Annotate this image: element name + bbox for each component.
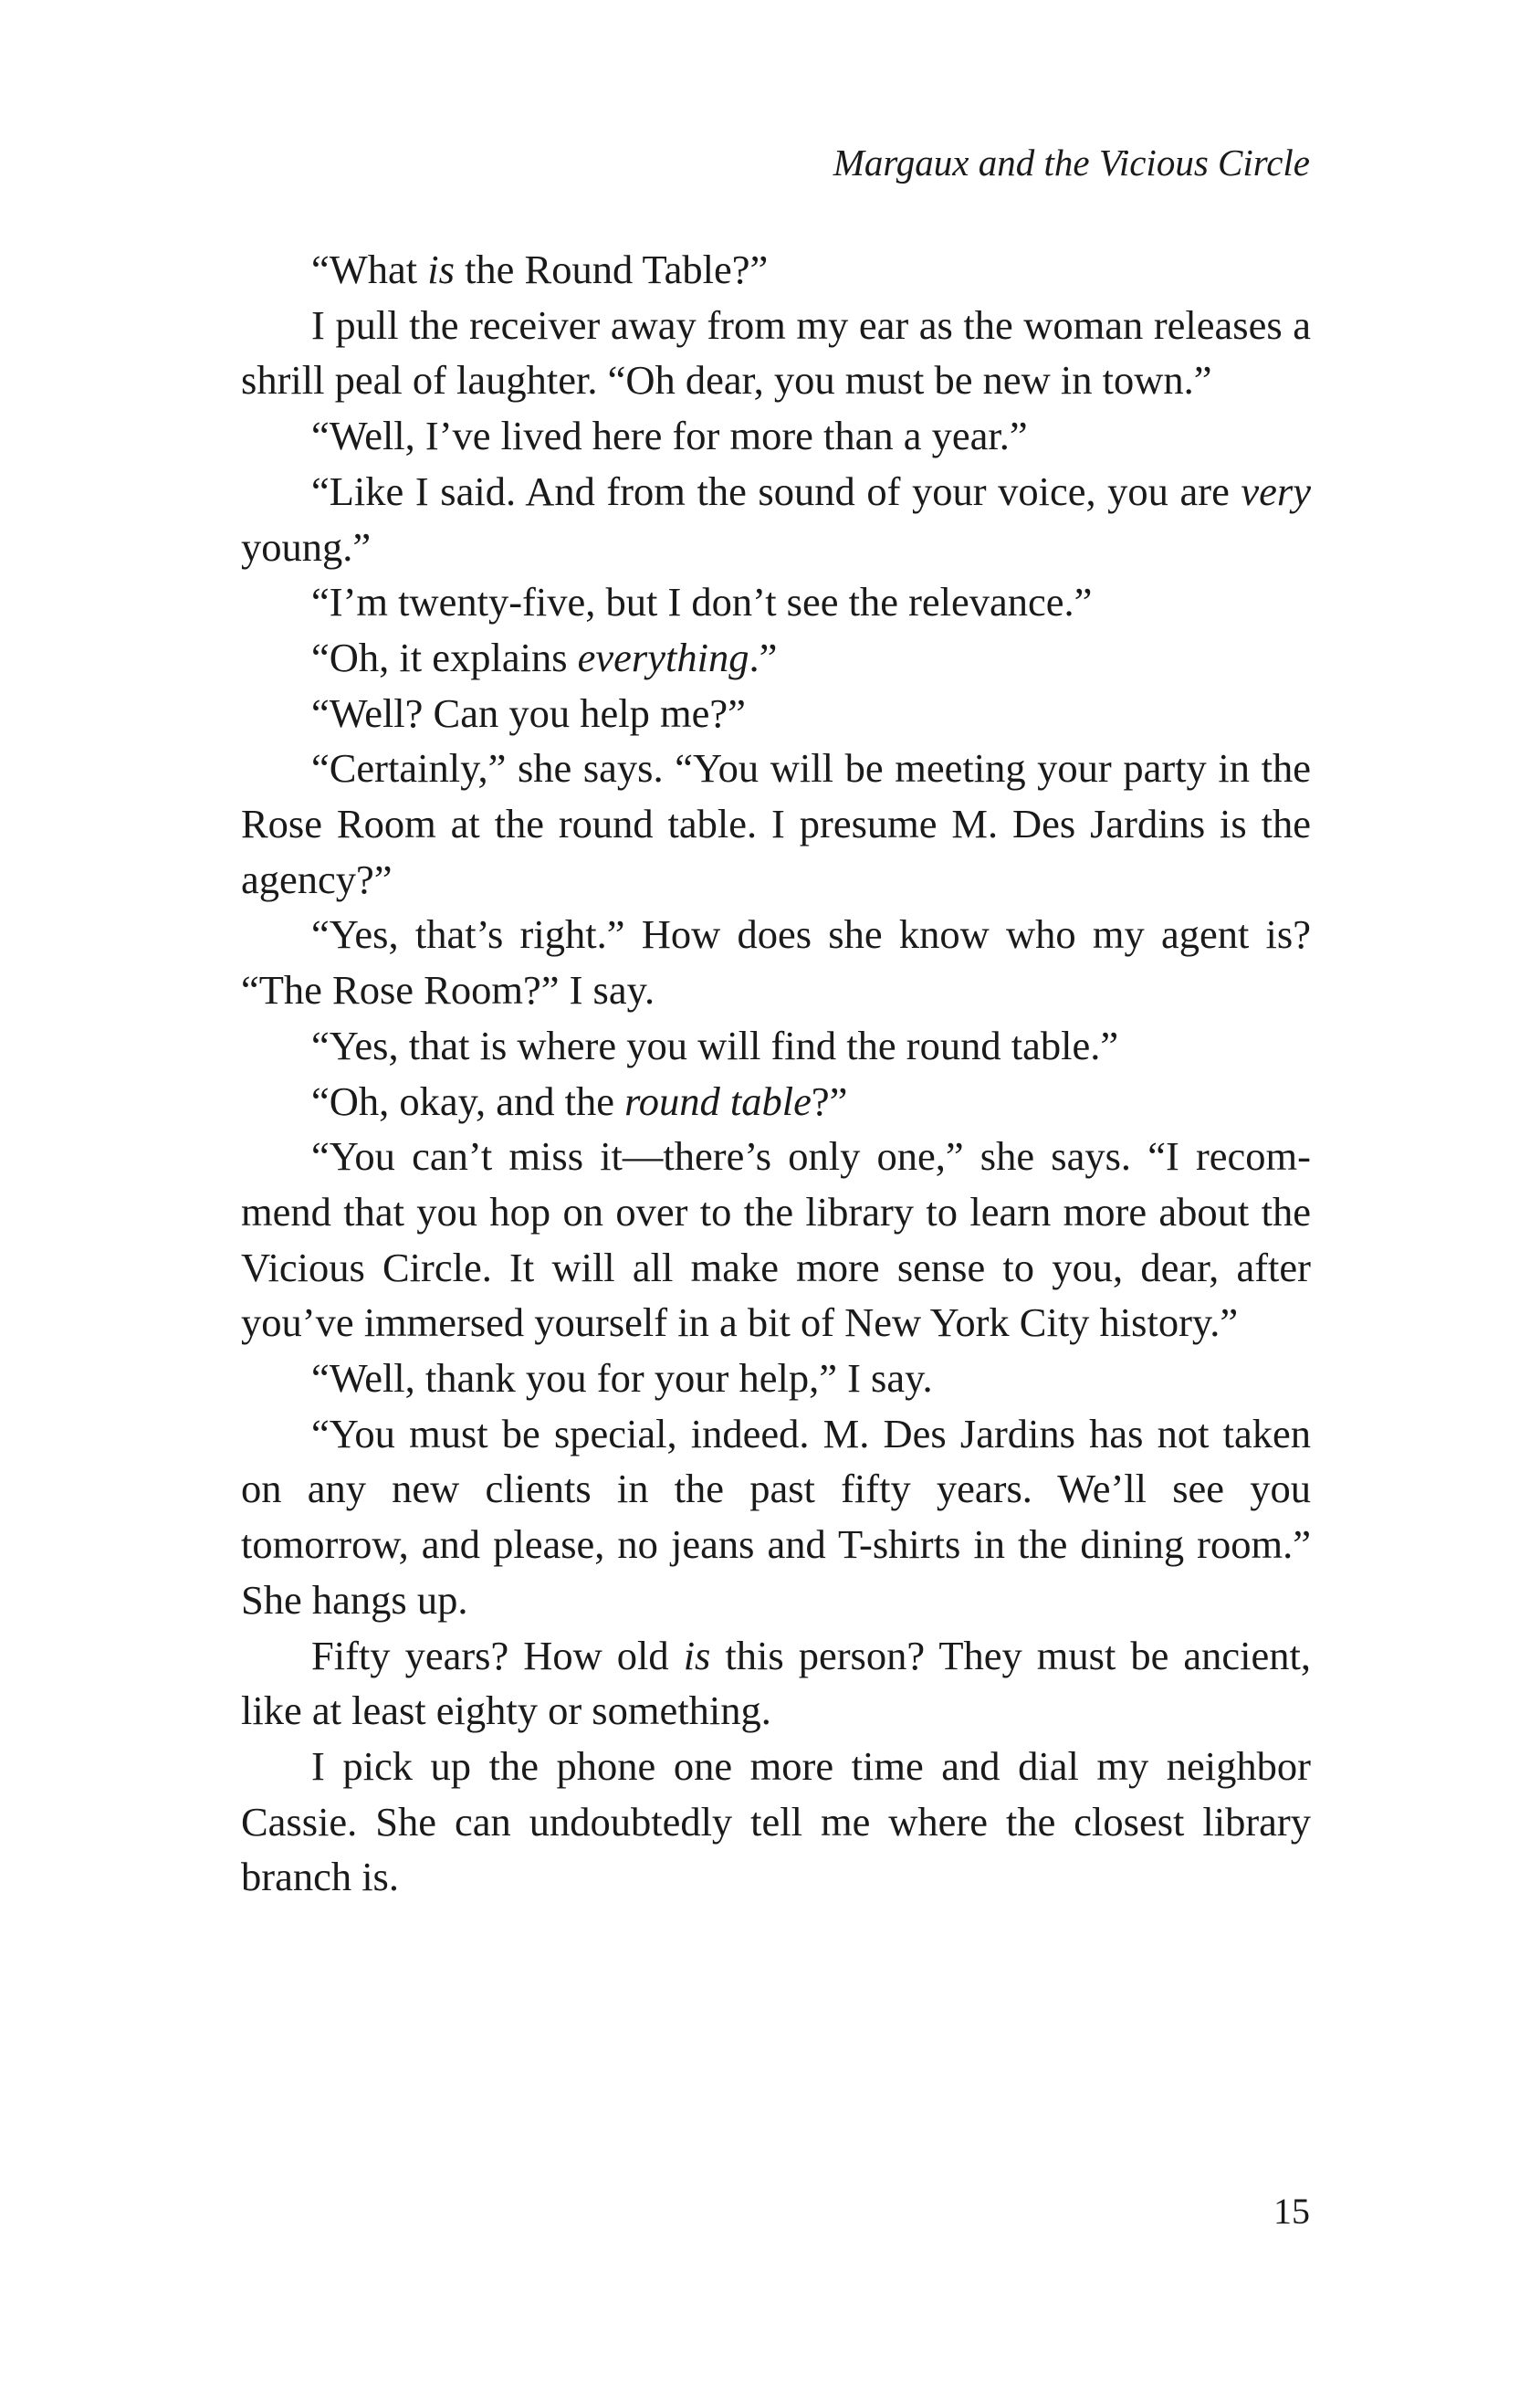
body-paragraph: [241, 1351, 1311, 1406]
body-paragraph: [241, 298, 1311, 408]
text-run: the Round Table?”: [454, 247, 769, 292]
text-run: “Like I said. And from the sound of your voice, you are: [311, 468, 1241, 514]
italic-text: everything: [577, 634, 749, 680]
body-text: [241, 242, 1311, 1905]
body-paragraph: [241, 1628, 1311, 1739]
body-paragraph: [241, 1074, 1311, 1130]
running-head-title: Margaux and the Vicious Circle: [833, 142, 1310, 184]
text-run: I pull the receiver away from my ear as the woman releases a shrill peal of laughter. “Oh dear, you must be new in town.”: [241, 301, 1311, 404]
text-run: “Certainly,” she says. “You will be meeting your party in the Rose Room at the round table. I presume M. Des Jardins is the agency?”: [241, 745, 1311, 902]
italic-text: is: [427, 247, 455, 292]
body-paragraph: [241, 741, 1311, 907]
text-run: “Well? Can you help me?”: [311, 689, 746, 736]
italic-text: round table: [624, 1078, 812, 1124]
text-run: “What: [311, 247, 428, 292]
text-run: this person? They must be ancient, like at least eighty or something.: [241, 1632, 1311, 1734]
body-paragraph: [241, 630, 1311, 686]
text-run: “Oh, it explains: [311, 634, 578, 680]
body-paragraph: [241, 1739, 1311, 1905]
body-paragraph: [241, 907, 1311, 1017]
body-paragraph: [241, 686, 1311, 741]
text-run: “You must be special, indeed. M. Des Jardins has not taken on any new clients in the past fifty years. We’ll see you tomorrow, and please, no jeans and T-shirts in the dining room.” She hangs up.: [241, 1410, 1311, 1623]
text-run: ?”: [811, 1078, 848, 1124]
page-number: 15: [1273, 2191, 1310, 2232]
body-paragraph: [241, 1129, 1311, 1351]
text-run: Fifty years? How old: [311, 1632, 684, 1678]
text-run: “Yes, that is where you will find the round table.”: [311, 1022, 1119, 1068]
italic-text: very: [1241, 468, 1311, 514]
italic-text: is: [683, 1632, 711, 1678]
text-run: young.”: [241, 523, 372, 570]
body-paragraph: [241, 574, 1311, 630]
body-paragraph: [241, 1018, 1311, 1074]
text-run: “Oh, okay, and the: [311, 1078, 625, 1124]
text-run: “Well, I’ve lived here for more than a year.”: [311, 413, 1028, 459]
text-run: “You can’t miss it—there’s only one,” she says. “I recommend that you hop on over to the library to learn more about the Vicious Circle. It will all make more sense to you, dear, after you’ve immersed yourself in a bit of New York City history.”: [241, 1133, 1311, 1346]
text-run: “I’m twenty-five, but I don’t see the relevance.”: [311, 579, 1093, 626]
body-paragraph: [241, 464, 1311, 574]
body-paragraph: [241, 408, 1311, 464]
text-run: “Well, thank you for your help,” I say.: [311, 1355, 933, 1402]
text-run: I pick up the phone one more time and dial my neighbor Cassie. She can undoubtedly tell me where the closest library branch is.: [241, 1742, 1311, 1900]
body-paragraph: [241, 1406, 1311, 1628]
body-paragraph: [241, 242, 1311, 298]
text-run: “Yes, that’s right.” How does she know who my agent is? “The Rose Room?” I say.: [241, 911, 1311, 1014]
text-run: .”: [749, 634, 778, 680]
